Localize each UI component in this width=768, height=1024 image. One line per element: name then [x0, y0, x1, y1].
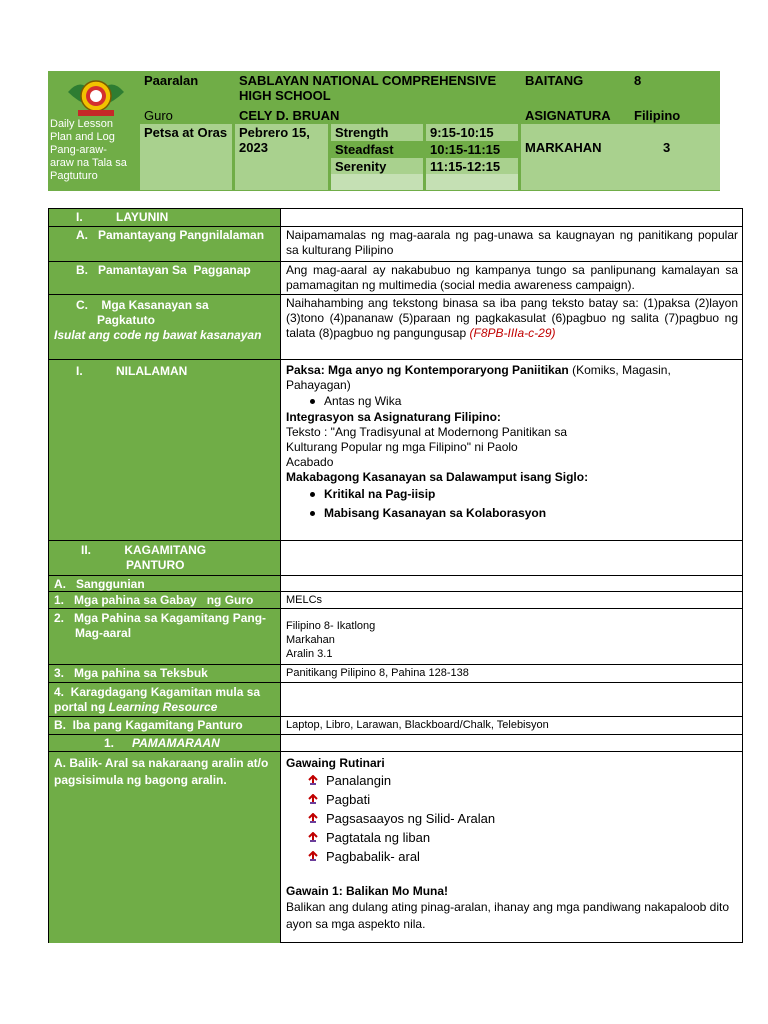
baitang-label: BAITANG	[521, 72, 627, 107]
iba-value: Laptop, Libro, Larawan, Blackboard/Chalk, Telebisyon	[280, 716, 743, 734]
side-caption: Daily Lesson Plan and Log Pang-araw- araw na Tala sa Pagtuturo	[50, 118, 127, 182]
sanggunian-empty	[280, 575, 743, 591]
list-item: Pagbabalik- aral	[302, 847, 738, 866]
gabay-value: MELCs	[280, 591, 743, 608]
pahina-label: 2. Mga Pahina sa Kagamitang Pang- Mag-aaral	[49, 608, 280, 664]
section-time: 10:15-11:15	[426, 141, 518, 158]
list-item: Antas ng Wika	[286, 393, 738, 410]
kagamitang-empty	[280, 540, 743, 575]
balik-aral-content: Gawaing Rutinari Panalangin Pagbati Pagsasaayos ng Silid- Aralan Pagtatala ng liban Pagbabalik- aral Gawain 1: Balikan Mo Muna! Balikan ang dulang ating pinag-aralan, ihanay ang mga pandiwang nakapaloob dito ayon sa mga aspekto nila.	[280, 751, 743, 943]
list-item: Mabisang Kasanayan sa Kolaborasyon	[286, 504, 738, 523]
kasanayan-value: Naihahambing ang tekstong binasa sa iba pang teksto batay sa: (1)paksa (2)layon (3)tono (4)pananaw (5)paraan ng pagkakasulat (6)pagbuo ng salita (7)pagbuo ng talata (8)pagbuo ng pangungusap (F8PB-IIIa-c-29)	[280, 294, 743, 359]
karagdagang-label: 4. Karagdagang Kagamitan mula sa portal ng Learning Resource	[49, 682, 280, 716]
karagdagang-empty	[280, 682, 743, 716]
pamamaraan-empty	[280, 734, 743, 751]
balik-aral-label: A. Balik- Aral sa nakaraang aralin at/o pagsisimula ng bagong aralin.	[49, 751, 280, 943]
list-item: Pagbati	[302, 790, 738, 809]
pamamaraan-heading: 1. PAMAMARAAN	[49, 734, 280, 751]
list-item: Kritikal na Pag-iisip	[286, 485, 738, 504]
gabay-label: 1. Mga pahina sa Gabay ng Guro	[49, 591, 280, 608]
arrow-bullet-icon	[308, 813, 318, 823]
school-name: SABLAYAN NATIONAL COMPREHENSIVE HIGH SCHOOL	[235, 72, 518, 107]
petsa-label: Petsa at Oras	[144, 125, 228, 140]
school-seal-icon	[64, 72, 128, 122]
asignatura-value: Filipino	[630, 107, 720, 123]
empty-cell	[331, 174, 423, 190]
pagganap-value: Ang mag-aaral ay nakabubuo ng kampanya tungo sa panlipunang kamalayan sa pamamagitan ng multimedia (social media awareness campaign).	[280, 261, 743, 294]
pagganap-label: B. Pamantayan Sa Pagganap	[49, 261, 280, 294]
nilalaman-heading: I. NILALAMAN	[49, 359, 280, 540]
section-time: 11:15-12:15	[430, 159, 501, 174]
nilalaman-content: Paksa: Mga anyo ng Kontemporaryong Paniitikan (Komiks, Magasin, Pahayagan) Antas ng Wika Integrasyon sa Asignaturang Filipino: Teksto : "Ang Tradisyunal at Modernong Panitikan sa Kulturang Popular ng mga Filipino" ni Paolo Acabado Makabagong Kasanayan sa Dalawamput isang Siglo: Kritikal na Pag-iisip Mabisang Kasanayan sa Kolaborasyon	[280, 359, 743, 540]
list-item: Pagtatala ng liban	[302, 828, 738, 847]
competency-code: (F8PB-IIIa-c-29)	[469, 326, 556, 340]
arrow-bullet-icon	[308, 794, 318, 804]
arrow-bullet-icon	[308, 775, 318, 785]
guro-label: Guro	[140, 107, 232, 123]
pamantayang-label: A. Pamantayang Pangnilalaman	[49, 226, 280, 261]
list-item: Panalangin	[302, 771, 738, 790]
markahan-label: MARKAHAN	[525, 140, 602, 155]
lesson-table	[48, 208, 743, 943]
petsa-value: Pebrero 15, 2023	[239, 125, 310, 155]
section-name: Steadfast	[331, 141, 423, 158]
markahan-value: 3	[663, 140, 671, 155]
iba-label: B. Iba pang Kagamitang Panturo	[49, 716, 280, 734]
kasanayan-label: C. Mga Kasanayan sa Pagkatuto Isulat ang code ng bawat kasanayan	[49, 294, 280, 359]
kagamitang-heading: II. KAGAMITANG PANTURO	[49, 540, 280, 575]
asignatura-label: ASIGNATURA	[521, 107, 627, 123]
section-name: Serenity	[335, 159, 387, 174]
layunin-empty	[280, 209, 743, 226]
arrow-bullet-icon	[308, 832, 318, 842]
guro-value: CELY D. BRUAN	[235, 107, 518, 123]
arrow-bullet-icon	[308, 851, 318, 861]
teksbuk-label: 3. Mga pahina sa Teksbuk	[49, 664, 280, 682]
paaralan-label: Paaralan	[140, 72, 232, 107]
empty-cell	[426, 174, 518, 190]
sanggunian-label: A. Sanggunian	[49, 575, 280, 591]
pahina-value: Filipino 8- Ikatlong Markahan Aralin 3.1	[280, 608, 743, 664]
section-name: Strength	[335, 125, 389, 140]
layunin-heading: I. LAYUNIN	[49, 209, 280, 226]
section-time: 9:15-10:15	[430, 125, 494, 140]
list-item: Pagsasaayos ng Silid- Aralan	[302, 809, 738, 828]
markahan-bg	[521, 124, 720, 190]
baitang-value: 8	[630, 72, 720, 107]
pamantayang-value: Naipamamalas ng mag-aaralа ng pag-unawa sa kaugnayan ng panitikang popular sa kulturang Pilipino	[280, 226, 743, 261]
teksbuk-value: Panitikang Pilipino 8, Pahina 128-138	[280, 664, 743, 682]
